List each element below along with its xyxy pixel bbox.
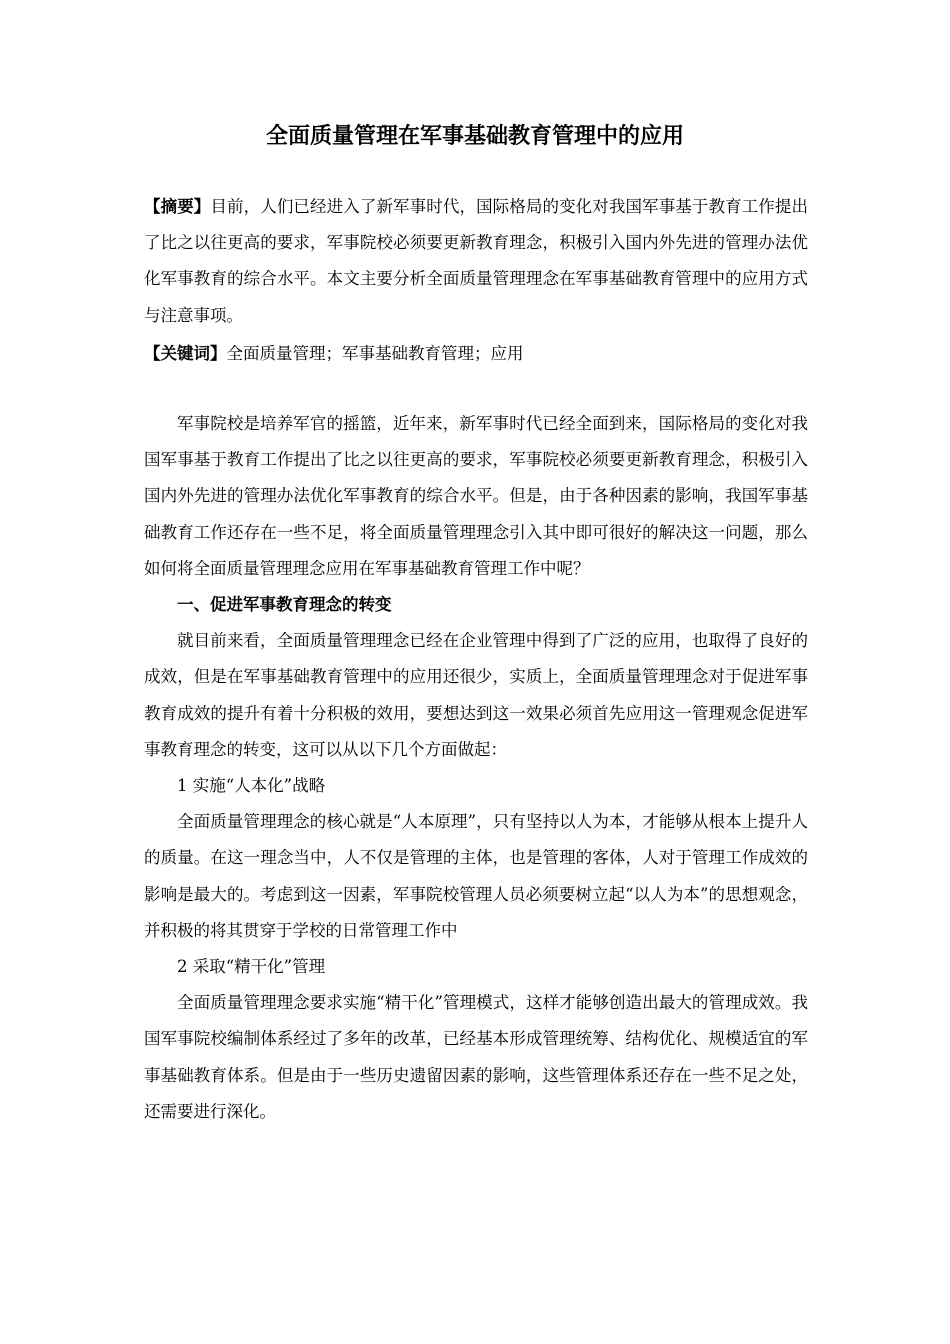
body-text — [144, 406, 808, 1130]
subsection-heading: 1 实施“人本化”战略 — [177, 776, 326, 796]
abstract-label: 【摘要】 — [144, 197, 211, 216]
paragraph: 军事院校是培养军官的摇篮，近年来，新军事时代已经全面到来，国际格局的变化对我国军事基于教育工作提出了比之以往更高的要求，军事院校必须要更新教育理念，积极引入国内外先进的管理办法优化军事教育的综合水平。但是，由于各种因素的影响，我国军事基础教育工作还存在一些不足，将全面质量管理理念引入其中即可很好的解决这一问题，那么如何将全面质量管理理念应用在军事基础教育管理工作中呢？ — [144, 414, 808, 578]
paragraph: 就目前来看，全面质量管理理念已经在企业管理中得到了广泛的应用，也取得了良好的成效，但是在军事基础教育管理中的应用还很少，实质上，全面质量管理理念对于促进军事教育成效的提升有着十分积极的效用，要想达到这一效果必须首先应用这一管理观念促进军事教育理念的转变，这可以从以下几个方面做起： — [144, 631, 808, 759]
abstract — [144, 189, 808, 334]
keywords-label: 【关键词】 — [144, 344, 227, 363]
abstract-text: 目前，人们已经进入了新军事时代，国际格局的变化对我国军事基于教育工作提出了比之以往更高的要求，军事院校必须要更新教育理念，积极引入国内外先进的管理办法优化军事教育的综合水平。本文主要分析全面质量管理理念在军事基础教育管理中的应用方式与注意事项。 — [144, 197, 809, 325]
keywords-text: 全面质量管理；军事基础教育管理；应用 — [226, 344, 524, 363]
paragraph: 全面质量管理理念的核心就是“人本原理”，只有坚持以人为本，才能够从根本上提升人的质量。在这一理念当中，人不仅是管理的主体，也是管理的客体，人对于管理工作成效的影响是最大的。考虑到这一因素，军事院校管理人员必须要树立起“以人为本”的思想观念，并积极的将其贯穿于学校的日常管理工作中 — [144, 812, 808, 940]
subsection-heading: 2 采取“精干化”管理 — [177, 957, 326, 977]
keywords — [144, 336, 808, 372]
document-title: 全面质量管理在军事基础教育管理中的应用 — [265, 123, 684, 149]
paragraph: 全面质量管理理念要求实施“精干化”管理模式，这样才能够创造出最大的管理成效。我国军事院校编制体系经过了多年的改革，已经基本形成管理统筹、结构优化、规模适宜的军事基础教育体系。但是由于一些历史遗留因素的影响，这些管理体系还存在一些不足之处，还需要进行深化。 — [144, 993, 808, 1121]
section-heading: 一、促进军事教育理念的转变 — [177, 595, 392, 615]
